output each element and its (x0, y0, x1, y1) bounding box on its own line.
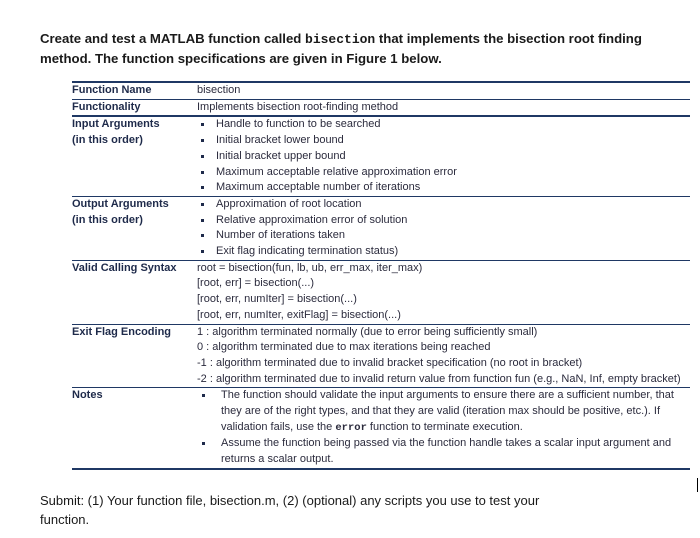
note1-text-before: The function should validate the input arguments to ensure there are a sufficient number, that they are of the right types, and that they are valid (iteration max should be positive, etc.). If validation fails, use the (221, 389, 674, 433)
notes-list (197, 388, 690, 468)
row-function-name (72, 83, 690, 99)
note-item: Assume the function being passed via the function handle takes a scalar input argument and returns a scalar output. (197, 436, 690, 467)
row-notes (72, 388, 690, 468)
intro-function-name: bisection (305, 32, 376, 47)
functionality-label: Functionality (72, 100, 141, 113)
output-argument-item: Relative approximation error of solution (197, 213, 690, 229)
input-arguments-label (72, 117, 197, 148)
intro-paragraph (40, 29, 680, 68)
output-argument-item: Approximation of root location (197, 197, 690, 213)
syntax-line: [root, err, numIter] = bisection(...) (197, 293, 357, 306)
function-name-value: bisection (197, 84, 241, 96)
row-input-arguments (72, 117, 690, 196)
output-argument-item: Number of iterations taken (197, 228, 690, 244)
output-arguments-list (197, 197, 690, 260)
note1-text-after: function to terminate execution. (366, 420, 523, 433)
input-arguments-list (197, 117, 690, 196)
row-functionality (72, 100, 690, 116)
functionality-value: Implements bisection root-finding method (197, 100, 399, 113)
spec-table (72, 81, 690, 470)
table-bottom-rule (72, 468, 690, 470)
input-argument-item: Initial bracket upper bound (197, 149, 690, 165)
intro-text-after: that implements the bisection root finding method. The function specifications are given in Figure 1 below. (40, 31, 642, 66)
valid-calling-syntax-label: Valid Calling Syntax (72, 261, 177, 274)
exit-flag-line: -2 : algorithm terminated due to invalid return value from function fun (e.g., NaN, Inf, empty bracket) (197, 372, 681, 385)
intro-text-before: Create and test a MATLAB function called (40, 31, 306, 46)
exit-flag-line: 0 : algorithm terminated due to max iterations being reached (197, 341, 491, 354)
row-exit-flag-encoding (72, 325, 690, 388)
syntax-line: [root, err] = bisection(...) (197, 277, 315, 290)
input-argument-item: Handle to function to be searched (197, 117, 690, 133)
output-arguments-label-line1: Output Arguments (72, 197, 169, 210)
submit-paragraph: Submit: (1) Your function file, bisection.m, (2) (optional) any scripts you use to test your function. (40, 493, 540, 527)
input-argument-item: Initial bracket lower bound (197, 133, 690, 149)
row-valid-calling-syntax (72, 261, 690, 324)
exit-flag-encoding-label: Exit Flag Encoding (72, 325, 172, 338)
input-arguments-label-line1: Input Arguments (72, 118, 160, 131)
text-cursor (697, 478, 698, 492)
note1-code: error (335, 421, 367, 434)
input-argument-item: Maximum acceptable number of iterations (197, 180, 690, 196)
valid-calling-syntax-list (197, 261, 690, 324)
output-argument-item: Exit flag indicating termination status) (197, 244, 690, 260)
output-arguments-label-line2: (in this order) (72, 213, 143, 226)
exit-flag-encoding-list (197, 325, 690, 388)
input-argument-item: Maximum acceptable relative approximation error (197, 165, 690, 181)
input-arguments-label-line2: (in this order) (72, 134, 143, 147)
syntax-line: [root, err, numIter, exitFlag] = bisection(...) (197, 308, 401, 321)
function-name-label: Function Name (72, 84, 152, 96)
note-item (197, 388, 690, 436)
output-arguments-label (72, 197, 197, 228)
exit-flag-line: -1 : algorithm terminated due to invalid bracket specification (no root in bracket) (197, 356, 583, 369)
row-output-arguments (72, 197, 690, 260)
notes-label: Notes (72, 389, 103, 402)
syntax-line: root = bisection(fun, lb, ub, err_max, iter_max) (197, 261, 423, 274)
exit-flag-line: 1 : algorithm terminated normally (due to error being sufficiently small) (197, 325, 538, 338)
